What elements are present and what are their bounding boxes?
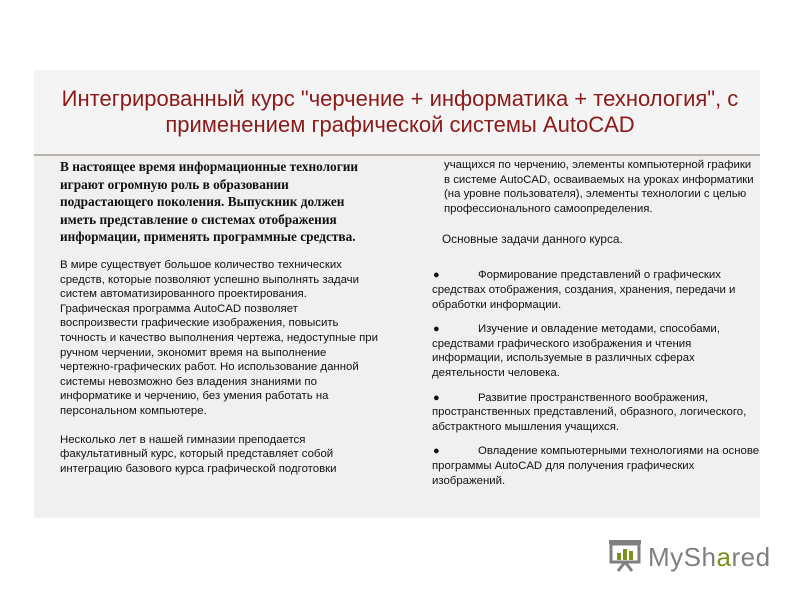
list-item [418,444,760,488]
continuation-paragraph: учащихся по черчению, элементы компьютерной графики в системе AutoCAD, осваиваемых на уроках информатики (на уровне пользователя), элементы технологии с целью профессионального самоопределения. [444,159,754,215]
body-paragraph-2: Несколько лет в нашей гимназии преподается факультативный курс, который представляет собой интеграцию базового курса графической подготовки [60,433,337,475]
title-band [34,70,760,156]
slide-title: Интегрированный курс "черчение + информатика + технология", с применением графической системы AutoCAD [61,86,739,137]
slide-panel [34,70,760,518]
intro-paragraph: В настоящее время информационные технологии играют огромную роль в образовании подрастающего поколения. Выпускник должен иметь представление о системах отображения информации, применять программные средства. [60,159,359,245]
bullet-icon: ● [433,323,440,336]
myshared-logo[interactable] [606,538,771,574]
presentation-board-icon [606,538,644,572]
task-text: Овладение компьютерными технологиями на основе программы AutoCAD для получения графических изображений. [432,445,760,487]
body-paragraph-1: В мире существует большое количество технических средств, которые позволяют успешно выполнять задачи систем автоматизированного проектирования. Графическая программа AutoCAD позволяет воспроизвести графические изображения, повысить точность и качество выполнения чертежа, недоступные при ручном черчении, экономит время на выполнение чертежно-графических работ. Но использование данной системы невозможно без владения знаниями по информатике и черчению, без умения работать на персональном компьютере. [60,258,378,417]
tasks-list [418,268,760,488]
task-text: Изучение и овладение методами, способами, средствами графического изображения и чтения информации, используемые в различных сферах деятельности человека. [432,323,720,379]
tasks-heading: Основные задачи данного курса. [442,232,623,247]
task-text: Развитие пространственного воображения, пространственных представлений, образного, логического, абстрактного мышления учащихся. [432,391,747,433]
left-column [60,158,378,490]
task-text: Формирование представлений о графических средствах отображения, создания, хранения, передачи и обработки информации. [432,269,736,311]
list-item [418,322,760,380]
logo-text: MyShared [648,542,771,572]
list-item [418,391,760,435]
list-item [418,268,760,312]
bullet-icon: ● [433,445,440,458]
bullet-icon: ● [433,269,440,282]
right-column [418,158,760,498]
bullet-icon: ● [433,391,440,404]
